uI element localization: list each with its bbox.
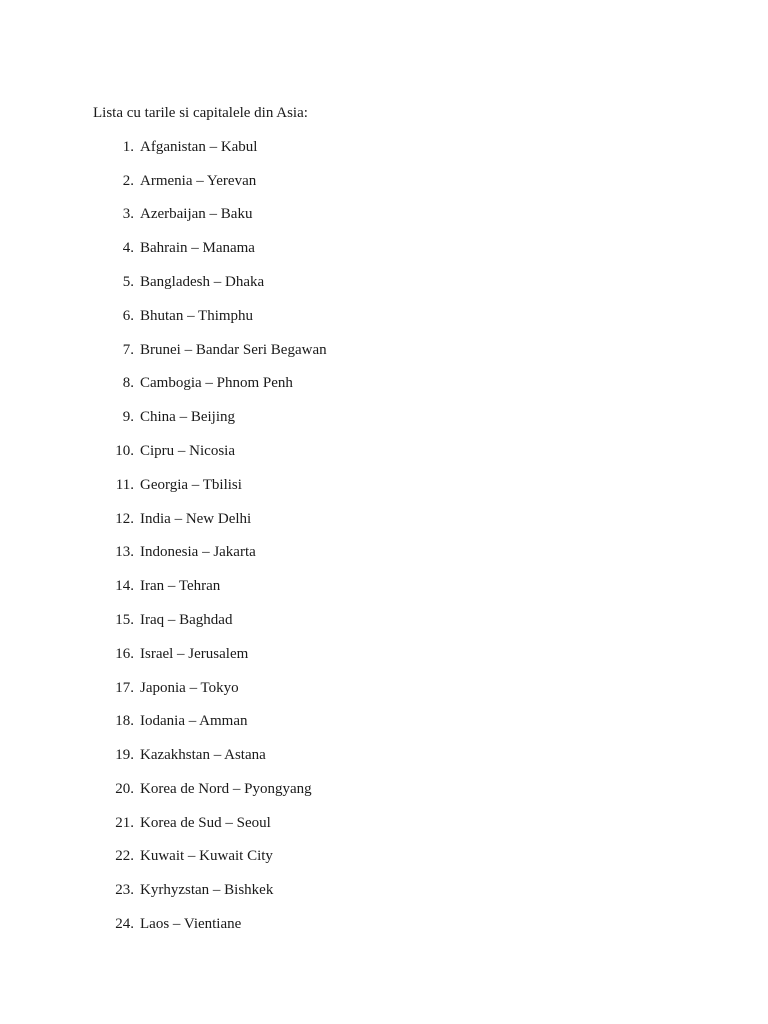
list-item (0, 644, 600, 664)
item-text: Afganistan – Kabul (140, 139, 258, 155)
list-item (0, 441, 600, 461)
item-number: 22. (115, 848, 134, 864)
item-number: 16. (115, 646, 134, 662)
item-number: 15. (115, 612, 134, 628)
list-item (0, 171, 600, 191)
list-item (0, 509, 600, 529)
item-text: Brunei – Bandar Seri Begawan (140, 342, 327, 358)
item-text: Kazakhstan – Astana (140, 747, 266, 763)
list-item (0, 914, 600, 934)
item-text: Bhutan – Thimphu (140, 308, 254, 324)
item-number: 12. (115, 511, 134, 527)
item-text: Georgia – Tbilisi (140, 477, 242, 493)
list-item (0, 475, 600, 495)
list-item (0, 204, 600, 224)
item-number: 23. (115, 882, 134, 898)
list-item (0, 779, 600, 799)
item-text: China – Beijing (140, 409, 235, 425)
item-number: 5. (122, 274, 134, 290)
item-number: 17. (115, 680, 134, 696)
list-heading: Lista cu tarile si capitalele din Asia: (93, 105, 308, 121)
list-item (0, 813, 600, 833)
item-number: 2. (122, 173, 134, 189)
item-number: 7. (122, 342, 134, 358)
item-text: Laos – Vientiane (140, 916, 242, 932)
item-text: Indonesia – Jakarta (140, 544, 256, 560)
item-text: Iraq – Baghdad (140, 612, 233, 628)
item-text: Korea de Nord – Pyongyang (140, 781, 312, 797)
item-text: Israel – Jerusalem (140, 646, 249, 662)
item-number: 24. (115, 916, 134, 932)
item-text: Cambogia – Phnom Penh (140, 375, 293, 391)
item-number: 20. (115, 781, 134, 797)
item-text: Iodania – Amman (140, 713, 248, 729)
item-text: Armenia – Yerevan (140, 173, 257, 189)
list-item (0, 745, 600, 765)
item-text: Bangladesh – Dhaka (140, 274, 265, 290)
list-item (0, 610, 600, 630)
item-text: Kyrhyzstan – Bishkek (140, 882, 274, 898)
list-item (0, 576, 600, 596)
list-item (0, 846, 600, 866)
list-item (0, 880, 600, 900)
item-number: 21. (115, 815, 134, 831)
list-item (0, 542, 600, 562)
list-item (0, 678, 600, 698)
item-number: 6. (122, 308, 134, 324)
item-number: 8. (122, 375, 134, 391)
item-text: Iran – Tehran (140, 578, 221, 594)
item-number: 9. (122, 409, 134, 425)
item-number: 4. (122, 240, 134, 256)
item-text: Cipru – Nicosia (140, 443, 235, 459)
item-text: Bahrain – Manama (140, 240, 255, 256)
list-item (0, 340, 600, 360)
item-text: India – New Delhi (140, 511, 252, 527)
item-number: 18. (115, 713, 134, 729)
item-number: 10. (115, 443, 134, 459)
item-text: Azerbaijan – Baku (140, 206, 253, 222)
list-item (0, 407, 600, 427)
list-item (0, 238, 600, 258)
item-number: 19. (115, 747, 134, 763)
item-text: Japonia – Tokyo (140, 680, 239, 696)
item-number: 1. (122, 139, 134, 155)
list-item (0, 711, 600, 731)
item-number: 14. (115, 578, 134, 594)
item-number: 3. (122, 206, 134, 222)
list-item (0, 137, 600, 157)
list-item (0, 272, 600, 292)
item-number: 13. (115, 544, 134, 560)
list-item (0, 306, 600, 326)
item-text: Korea de Sud – Seoul (140, 815, 271, 831)
list-item (0, 373, 600, 393)
item-number: 11. (115, 477, 134, 493)
item-text: Kuwait – Kuwait City (140, 848, 273, 864)
